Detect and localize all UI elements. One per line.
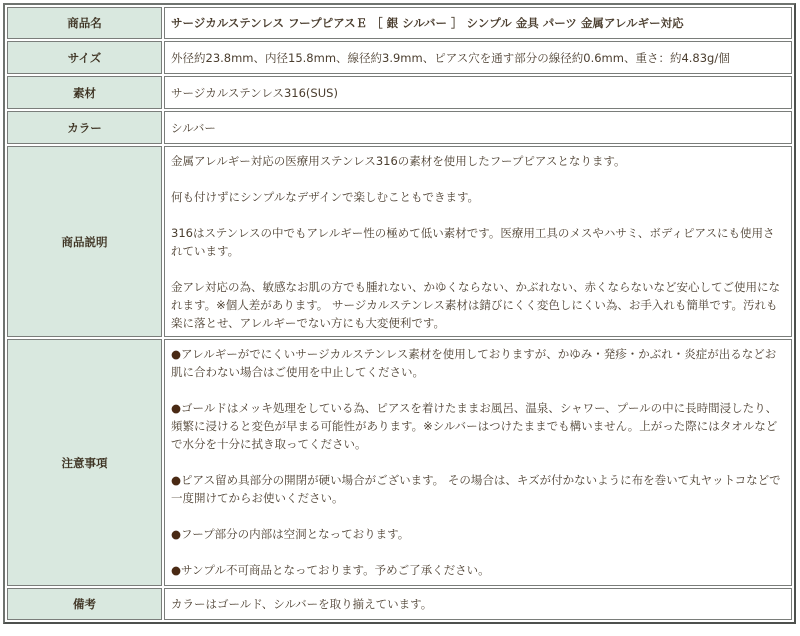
label-description: 商品説明	[7, 146, 162, 337]
precaution-text: ゴールドはメッキ処理をしている為、ピアスを着けたままお風呂、温泉、シャワー、プールの中に長時間浸したり、頻繁に浸けると変色が早まる可能性があります。※シルバーはつけたままでも構いません。上がった際にはタオルなどで水分を十分に拭き取ってください。	[171, 401, 778, 451]
paragraph-gap	[171, 260, 785, 278]
label-precautions: 注意事項	[7, 339, 162, 586]
description-paragraph: 金属アレルギー対応の医療用ステンレス316の素材を使用したフープピアスとなります。	[171, 154, 626, 168]
bullet-icon: ●	[171, 473, 182, 487]
label-size: サイズ	[7, 41, 162, 74]
paragraph-gap	[171, 170, 785, 188]
row-description	[7, 146, 792, 337]
paragraph-gap	[171, 453, 785, 471]
label-color: カラー	[7, 111, 162, 144]
precaution-text: サンプル不可商品となっております。予めご了承ください。	[181, 563, 490, 577]
value-precautions	[164, 339, 792, 586]
bullet-icon: ●	[171, 401, 182, 415]
paragraph-gap	[171, 507, 785, 525]
value-size: 外径約23.8mm、内径15.8mm、線径約3.9mm、ピアス穴を通す部分の線径約0.6mm、重さ：約4.83g/個	[164, 41, 792, 74]
value-color: シルバー	[164, 111, 792, 144]
value-material: サージカルステンレス316(SUS)	[164, 76, 792, 109]
precaution-text: アレルギーがでにくいサージカルステンレス素材を使用しておりますが、かゆみ・発疹・かぶれ・炎症が出るなどお肌に合わない場合はご使用を中止してください。	[171, 347, 777, 379]
paragraph-gap	[171, 206, 785, 224]
row-material	[7, 76, 792, 109]
description-paragraph: 何も付けずにシンプルなデザインで楽しむこともできます。	[171, 190, 480, 204]
precaution-item	[171, 345, 785, 381]
precaution-item	[171, 471, 785, 507]
precaution-item	[171, 525, 785, 543]
product-spec-table	[3, 3, 796, 624]
description-paragraph: 316はステンレスの中でもアレルギー性の極めて低い素材です。医療用工具のメスやハサミ、ボディピアスにも使用されています。	[171, 226, 775, 258]
label-remarks: 備考	[7, 588, 162, 620]
row-size	[7, 41, 792, 74]
bullet-icon: ●	[171, 527, 182, 541]
precaution-text: ピアス留め具部分の開閉が硬い場合がございます。 その場合は、キズが付かないように布を巻いて丸ヤットコなどで一度開けてからお使いください。	[171, 473, 781, 505]
paragraph-gap	[171, 381, 785, 399]
value-description	[164, 146, 792, 337]
value-product-name: サージカルステンレス フープピアスＥ ［ 銀 シルバー ］ シンプル 金具 パーツ 金属アレルギー対応	[164, 7, 792, 39]
row-product-name	[7, 7, 792, 39]
precaution-text: フープ部分の内部は空洞となっております。	[181, 527, 410, 541]
value-remarks: カラーはゴールド、シルバーを取り揃えています。	[164, 588, 792, 620]
row-remarks	[7, 588, 792, 620]
label-product-name: 商品名	[7, 7, 162, 39]
precaution-item	[171, 561, 785, 579]
row-color	[7, 111, 792, 144]
label-material: 素材	[7, 76, 162, 109]
bullet-icon: ●	[171, 347, 182, 361]
paragraph-gap	[171, 543, 785, 561]
precaution-item	[171, 399, 785, 453]
row-precautions	[7, 339, 792, 586]
description-paragraph: 金アレ対応の為、敏感なお肌の方でも腫れない、かゆくならない、かぶれない、赤くならないなど安心してご使用になれます。※個人差があります。 サージカルステンレス素材は錆びにくく変色しにくい為、お手入れも簡単です。汚れも楽に落とせ、アレルギーでない方にも大変便利です。	[171, 280, 781, 330]
bullet-icon: ●	[171, 563, 182, 577]
